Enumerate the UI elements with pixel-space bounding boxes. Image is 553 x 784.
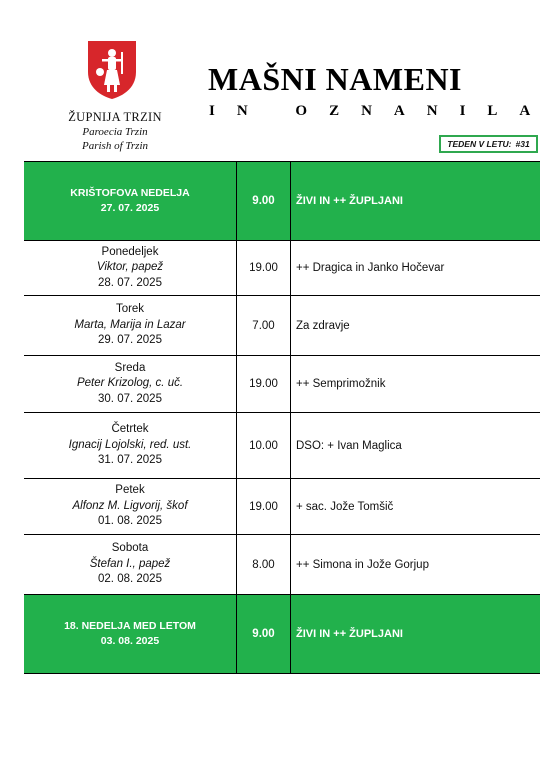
day-name: Petek <box>115 484 145 497</box>
intention-cell: ++ Dragica in Janko Hočevar <box>296 262 445 274</box>
week-number: #31 <box>515 139 530 149</box>
table-row <box>24 479 540 535</box>
day-name: Četrtek <box>111 423 149 436</box>
week-badge <box>439 135 538 153</box>
date: 02. 08. 2025 <box>98 573 162 586</box>
table-row <box>24 296 540 356</box>
page-title: MAŠNI NAMENI <box>208 61 462 97</box>
page-subtitle: IN OZNANILA <box>209 103 553 119</box>
week-label: TEDEN V LETU: <box>447 139 512 149</box>
parish-crest-logo <box>87 40 137 100</box>
day-cell <box>24 162 237 240</box>
table-row <box>24 595 540 674</box>
table-row <box>24 356 540 413</box>
table-row <box>24 413 540 479</box>
date: 27. 07. 2025 <box>100 202 160 214</box>
time-cell: 19.00 <box>237 241 291 295</box>
saint-name: Alfonz M. Ligvorij, škof <box>72 499 188 512</box>
table-row <box>24 535 540 595</box>
day-name: 18. NEDELJA MED LETOM <box>64 619 196 632</box>
saint-name: Štefan I., papež <box>89 557 171 570</box>
day-name: Sobota <box>111 542 149 555</box>
intention-cell: Za zdravje <box>296 319 350 332</box>
time-cell: 8.00 <box>237 535 291 594</box>
time-cell: 19.00 <box>237 356 291 412</box>
day-cell <box>24 413 237 478</box>
time-cell: 10.00 <box>237 413 291 478</box>
day-cell <box>24 241 237 295</box>
date: 30. 07. 2025 <box>98 392 162 405</box>
intention-cell: DSO: + Ivan Maglica <box>296 439 402 452</box>
time-cell: 9.00 <box>237 595 291 673</box>
day-cell <box>24 479 237 534</box>
day-cell <box>24 356 237 412</box>
table-row <box>24 241 540 296</box>
parish-name: ŽUPNIJA TRZIN <box>68 110 162 124</box>
date: 03. 08. 2025 <box>100 635 160 647</box>
time-cell: 7.00 <box>237 296 291 355</box>
day-cell <box>24 296 237 355</box>
date: 01. 08. 2025 <box>98 515 162 528</box>
date: 29. 07. 2025 <box>98 334 162 347</box>
date: 31. 07. 2025 <box>98 454 162 467</box>
parish-name-latin: Paroecia Trzin <box>82 126 148 138</box>
saint-name: Ignacij Lojolski, red. ust. <box>68 438 192 451</box>
intention-cell: + sac. Jože Tomšič <box>296 500 394 513</box>
intention-cell: ŽIVI IN ++ ŽUPLJANI <box>296 628 403 640</box>
saint-name: Peter Krizolog, c. uč. <box>76 377 184 390</box>
time-cell: 9.00 <box>237 162 291 240</box>
day-cell <box>24 595 237 673</box>
intention-cell: ŽIVI IN ++ ŽUPLJANI <box>296 195 403 207</box>
day-name: Ponedeljek <box>101 245 159 258</box>
table-row <box>24 162 540 241</box>
day-name: Sreda <box>114 361 146 374</box>
saint-name: Viktor, papež <box>96 261 164 274</box>
time-cell: 19.00 <box>237 479 291 534</box>
intention-cell: ++ Semprimožnik <box>296 378 386 390</box>
parish-block <box>65 110 165 153</box>
mass-schedule-table <box>24 161 540 674</box>
parish-name-english: Parish of Trzin <box>81 140 149 152</box>
saint-name: Marta, Marija in Lazar <box>74 318 186 331</box>
day-cell <box>24 535 237 594</box>
day-name: Torek <box>115 303 145 316</box>
date: 28. 07. 2025 <box>98 276 162 289</box>
day-name: KRIŠTOFOVA NEDELJA <box>70 186 190 199</box>
intention-cell: ++ Simona in Jože Gorjup <box>296 558 429 571</box>
